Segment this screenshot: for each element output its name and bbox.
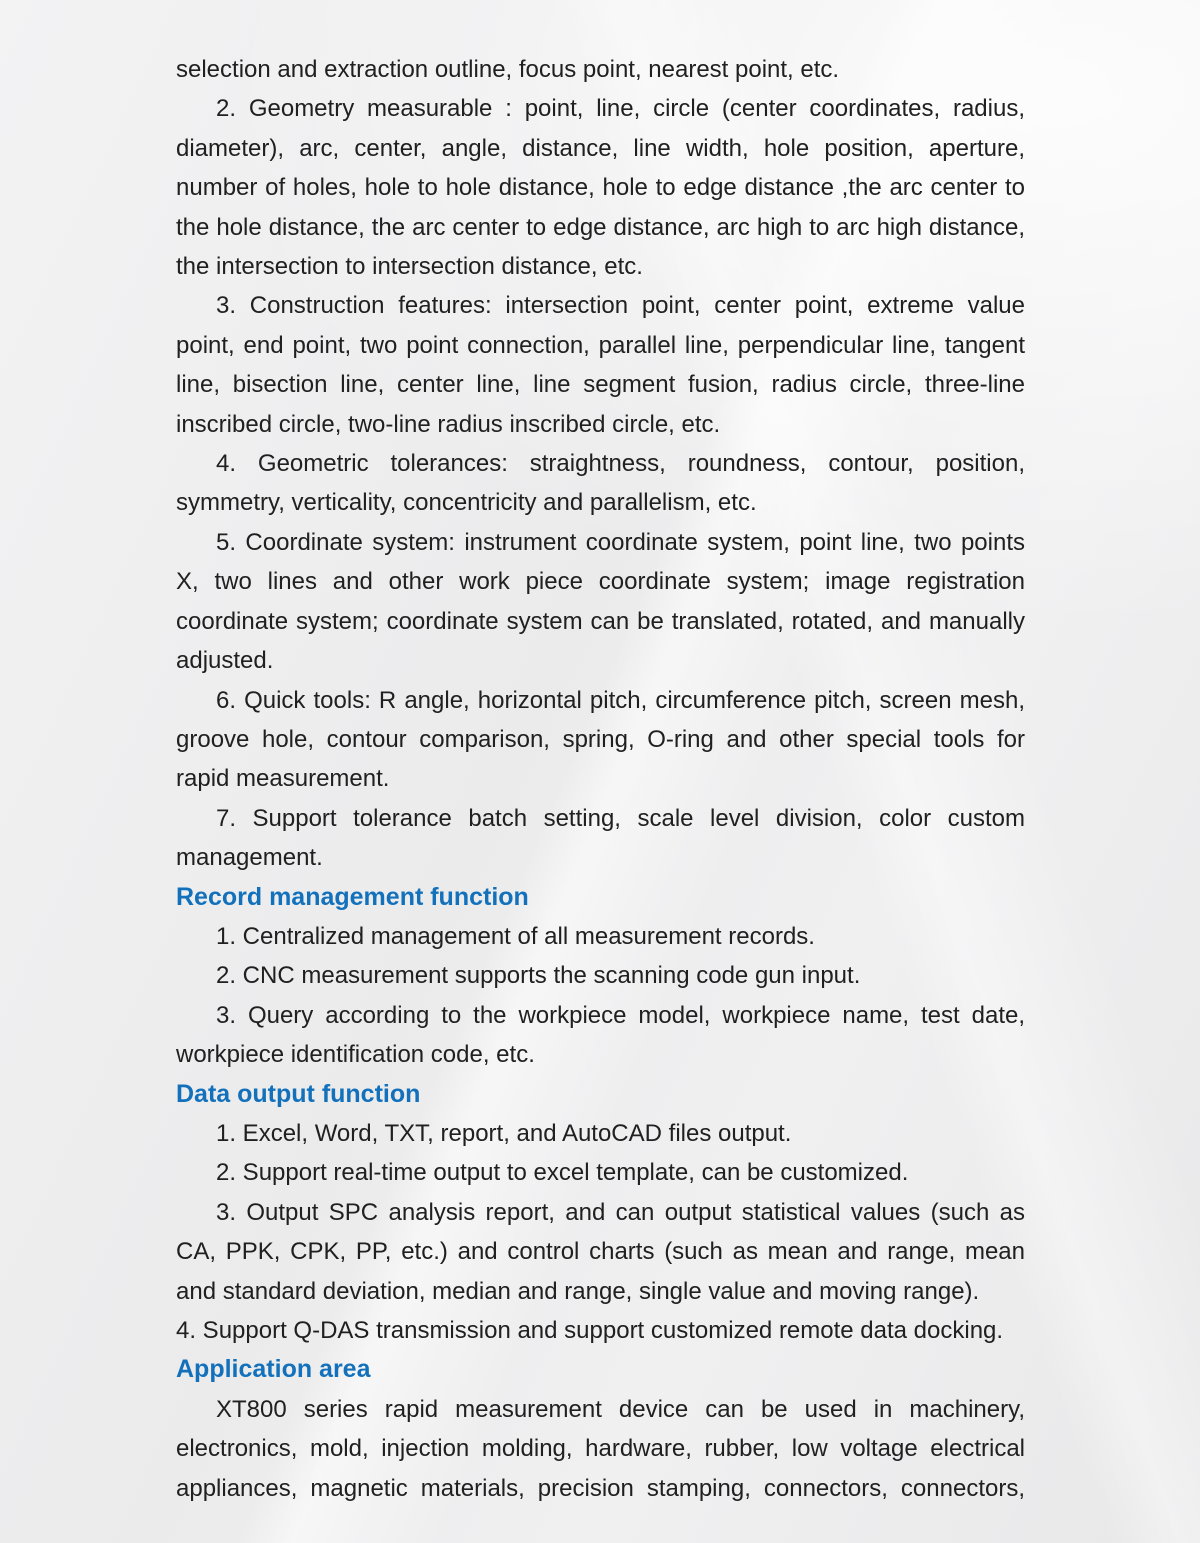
paragraph: 2. Geometry measurable : point, line, circle (center coordinates, radius, diameter), arc, center, angle, distance, line width, hole position, aperture, number of holes, hole to hole distance, hole to edge distance ,the arc center to the hole distance, the arc center to edge distance, arc high to arc high distance, the intersection to intersection distance, etc. <box>176 95 1025 281</box>
paragraph: XT800 series rapid measurement device can be used in machinery, electronics, mold, injection molding, hardware, rubber, low voltage electrical appliances, magnetic materials, precision stamping, connectors, connectors, <box>176 1395 1025 1502</box>
paragraph: 6. Quick tools: R angle, horizontal pitch, circumference pitch, screen mesh, groove hole, contour comparison, spring, O-ring and other special tools for rapid measurement. <box>176 686 1025 793</box>
paragraph: 3. Output SPC analysis report, and can output statistical values (such as CA, PPK, CPK, PP, etc.) and control charts (such as mean and range, mean and standard deviation, median and range, single value and moving range). <box>176 1198 1025 1305</box>
paragraph: 3. Construction features: intersection point, center point, extreme value point, end point, two point connection, parallel line, perpendicular line, tangent line, bisection line, center line, line segment fusion, radius circle, three-line inscribed circle, two-line radius inscribed circle, etc. <box>176 292 1025 438</box>
paragraph: 4. Geometric tolerances: straightness, roundness, contour, position, symmetry, verticality, concentricity and parallelism, etc. <box>176 450 1025 517</box>
paragraph: 3. Query according to the workpiece model, workpiece name, test date, workpiece identification code, etc. <box>176 1001 1025 1069</box>
paragraph: selection and extraction outline, focus point, nearest point, etc. <box>176 56 840 83</box>
section-heading: Record management function <box>176 882 529 911</box>
paragraph: 5. Coordinate system: instrument coordinate system, point line, two points X, two lines and other work piece coordinate system; image registration coordinate system; coordinate system can be translated, rotated, and manually adjusted. <box>176 528 1025 675</box>
section-heading: Data output function <box>176 1079 421 1108</box>
paragraph: 2. CNC measurement supports the scanning code gun input. <box>216 962 861 990</box>
paragraph: 7. Support tolerance batch setting, scale level division, color custom management. <box>176 804 1025 872</box>
paragraph: 4. Support Q-DAS transmission and support customized remote data docking. <box>176 1317 1004 1344</box>
document-content <box>176 50 1025 1508</box>
paragraph: 1. Centralized management of all measurement records. <box>216 922 815 950</box>
paragraph: 2. Support real-time output to excel template, can be customized. <box>216 1159 909 1187</box>
section-heading: Application area <box>176 1355 371 1384</box>
paragraph: 1. Excel, Word, TXT, report, and AutoCAD files output. <box>216 1119 792 1147</box>
